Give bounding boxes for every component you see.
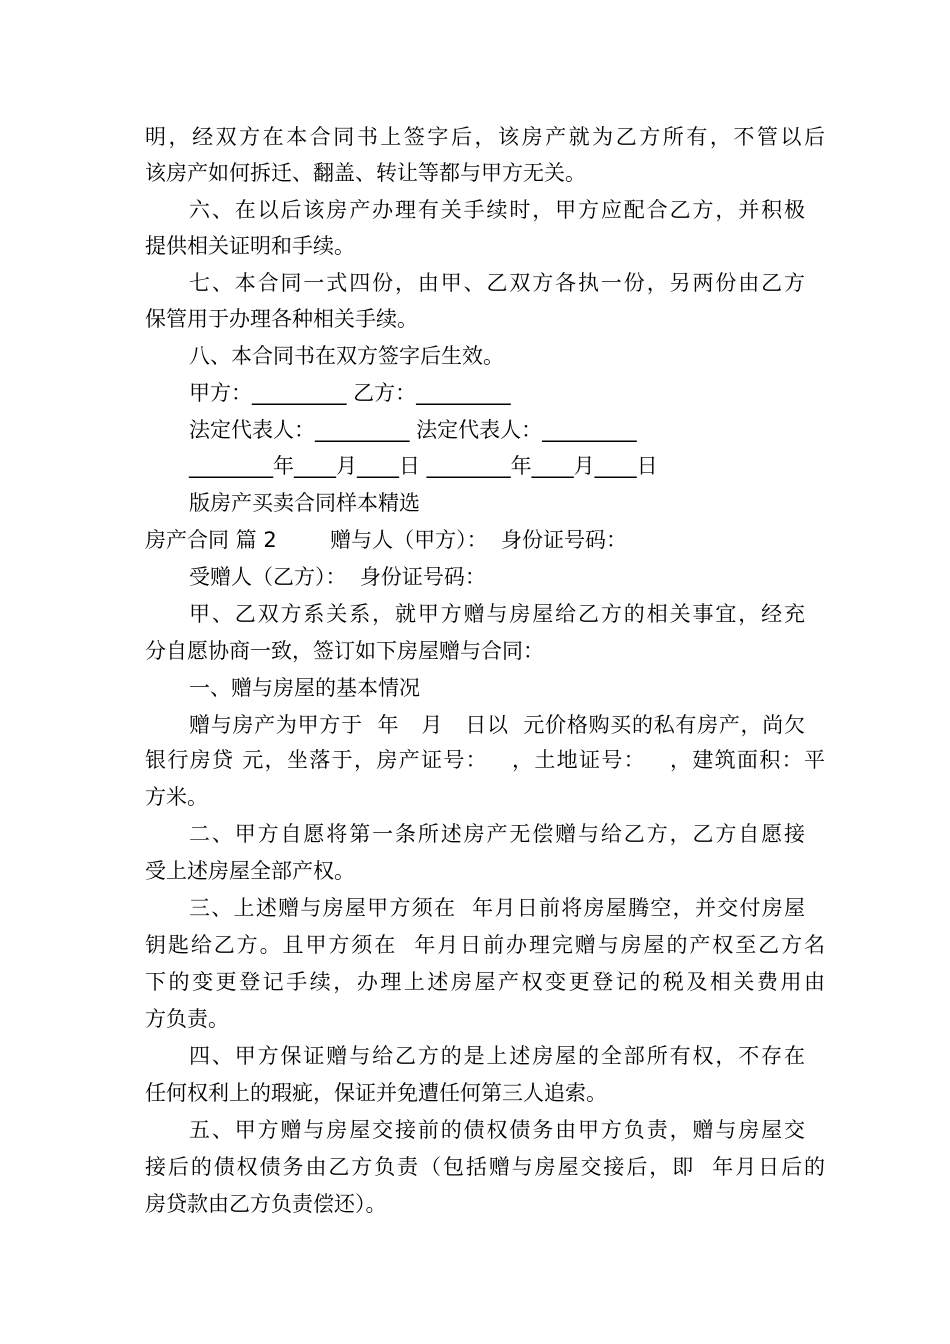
text-line: 房贷款由乙方负责偿还）。 (145, 1192, 387, 1216)
text-line: 五、甲方赠与房屋交接前的债权债务由甲方负责，赠与房屋交 (189, 1118, 805, 1142)
text-line: 六、在以后该房产办理有关手续时，甲方应配合乙方，并积极 (189, 198, 805, 222)
signature-line-parties: 甲方：_________ 乙方：_________ (189, 381, 511, 405)
signature-line-dates: ________年____月____日 ________年____月____日 (189, 454, 658, 478)
text-line: 八、本合同书在双方签字后生效。 (189, 344, 504, 368)
section-title: 版房产买卖合同样本精选 (189, 491, 420, 515)
text-line: 七、本合同一式四份，由甲、乙双方各执一份，另两份由乙方 (189, 271, 805, 295)
text-line: 方负责。 (145, 1007, 229, 1031)
text-line: 赠与房产为甲方于 年 月 日以 元价格购买的私有房产，尚欠 (189, 713, 805, 737)
clause-heading: 一、赠与房屋的基本情况 (189, 676, 420, 700)
text-line: 钥匙给乙方。且甲方须在 年月日前办理完赠与房屋的产权至乙方名 (145, 933, 825, 957)
text-line: 任何权利上的瑕疵，保证并免遭任何第三人追索。 (145, 1081, 607, 1105)
contract-heading: 房产合同 篇 2 赠与人（甲方）： 身份证号码： (145, 528, 627, 552)
text-line: 提供相关证明和手续。 (145, 234, 355, 258)
signature-line-representatives: 法定代表人：_________ 法定代表人：_________ (189, 418, 637, 442)
text-line: 方米。 (145, 785, 208, 809)
text-line: 受赠人（乙方）： 身份证号码： (189, 565, 486, 589)
text-line: 该房产如何拆迁、翻盖、转让等都与甲方无关。 (145, 161, 586, 185)
text-line: 甲、乙双方系关系，就甲方赠与房屋给乙方的相关事宜，经充 (189, 602, 805, 626)
text-line: 分自愿协商一致，签订如下房屋赠与合同： (145, 639, 544, 663)
text-line: 银行房贷 元，坐落于，房产证号： ，土地证号： ，建筑面积：平 (145, 748, 825, 772)
text-line: 受上述房屋全部产权。 (145, 859, 355, 883)
text-line: 下的变更登记手续，办理上述房屋产权变更登记的税及相关费用由 (145, 970, 825, 994)
text-line: 保管用于办理各种相关手续。 (145, 307, 418, 331)
text-line: 二、甲方自愿将第一条所述房产无偿赠与给乙方，乙方自愿接 (189, 822, 805, 846)
text-line: 接后的债权债务由乙方负责（包括赠与房屋交接后，即 年月日后的 (145, 1155, 825, 1179)
text-line: 明，经双方在本合同书上签字后，该房产就为乙方所有，不管以后 (145, 125, 825, 149)
text-line: 三、上述赠与房屋甲方须在 年月日前将房屋腾空，并交付房屋 (189, 896, 805, 920)
text-line: 四、甲方保证赠与给乙方的是上述房屋的全部所有权，不存在 (189, 1044, 805, 1068)
